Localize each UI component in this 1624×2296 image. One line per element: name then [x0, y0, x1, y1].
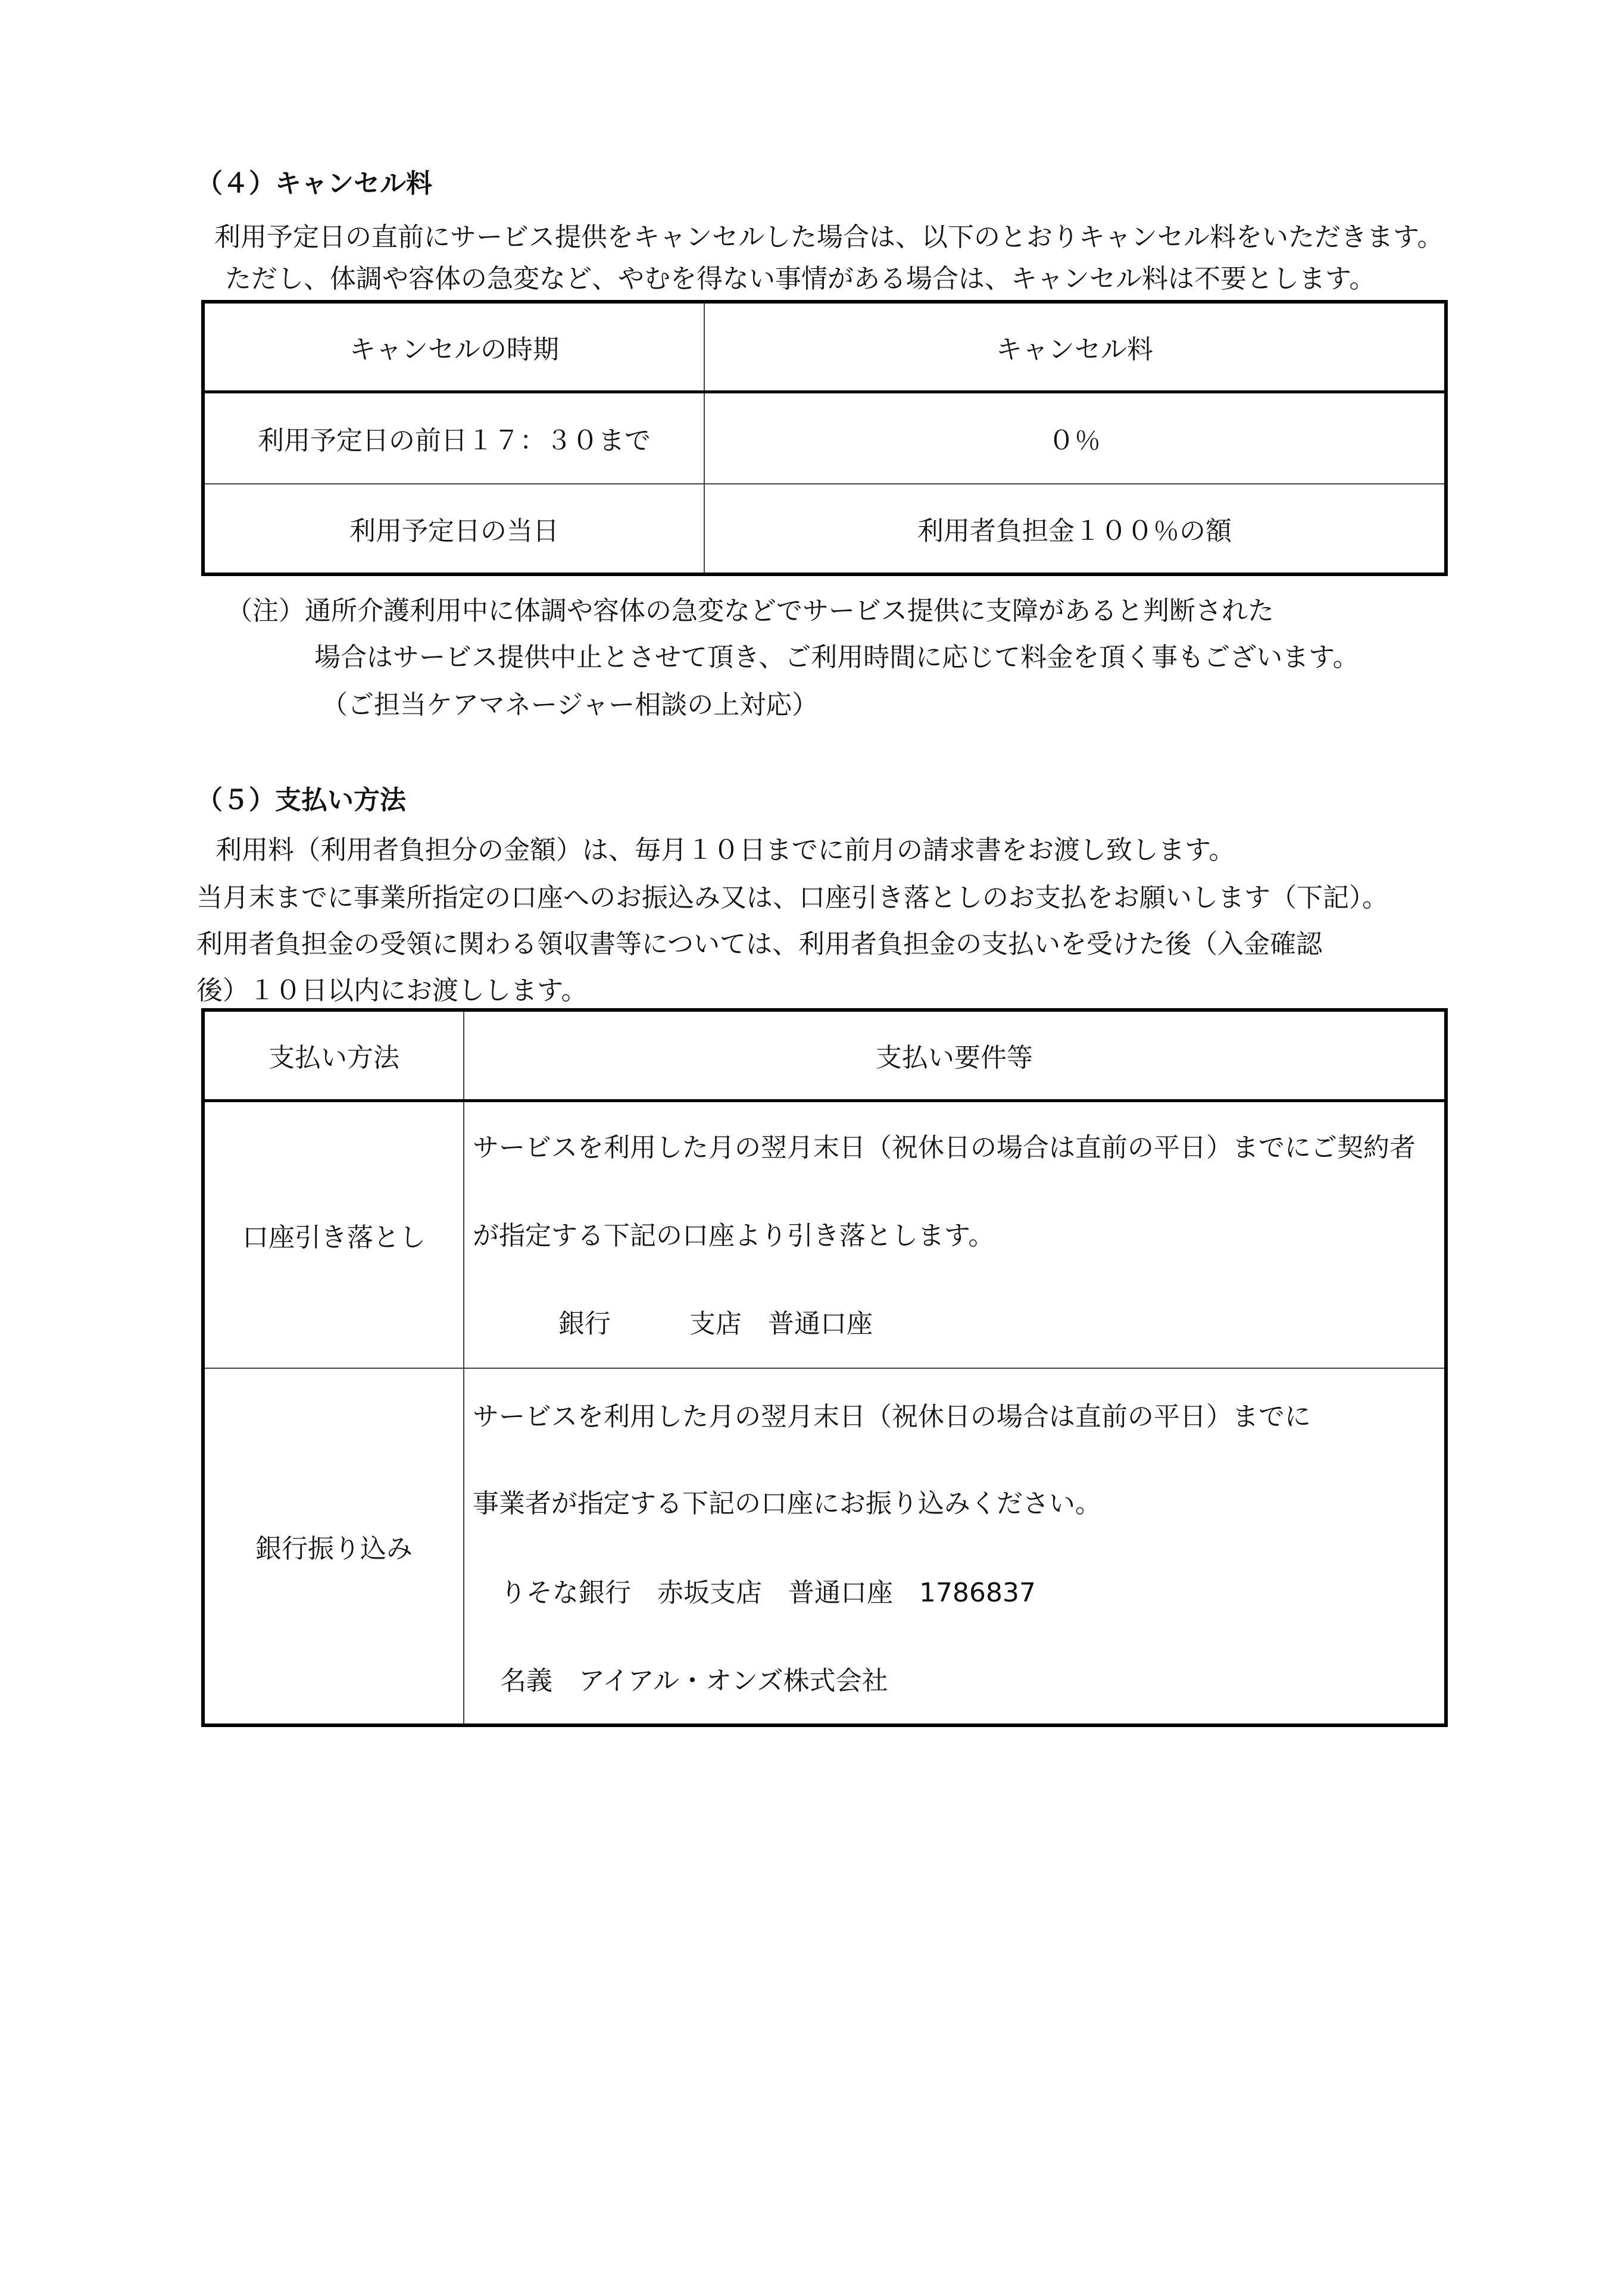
cancel-paragraph-line2: ただし、体調や容体の急変など、やむを得ない事情がある場合は、キャンセル料は不要とします。: [225, 264, 1376, 294]
table-header-cell: 支払い方法: [203, 1010, 464, 1100]
table-header-row: [203, 302, 1446, 392]
note-line1: （注）通所介護利用中に体調や容体の急変などでサービス提供に支障があると判断された: [226, 596, 1274, 626]
payment-paragraph-line4: 後）１０日以内にお渡しします。: [196, 975, 588, 1006]
payment-method-cell: 銀行振り込み: [203, 1368, 464, 1725]
cancel-paragraph-line1: 利用予定日の直前にサービス提供をキャンセルした場合は、以下のとおりキャンセル料をいただきます。: [214, 222, 1444, 252]
details-line: が指定する下記の口座より引き落とします。: [473, 1220, 995, 1251]
table-row: [203, 1100, 1446, 1368]
payment-method-table: [201, 1008, 1448, 1727]
details-line: 事業者が指定する下記の口座にお振り込みください。: [473, 1488, 1101, 1519]
details-line: 名義 アイアル・オンズ株式会社: [500, 1666, 888, 1696]
details-line: 銀行 支店 普通口座: [558, 1308, 873, 1339]
payment-method-cell: 口座引き落とし: [203, 1100, 464, 1368]
note-line2: 場合はサービス提供中止とさせて頂き、ご利用時間に応じて料金を頂く事もございます。: [314, 642, 1359, 672]
details-line: サービスを利用した月の翌月末日（祝休日の場合は直前の平日）までに: [473, 1402, 1311, 1432]
payment-section-heading: （５）支払い方法: [196, 785, 406, 815]
details-line: サービスを利用した月の翌月末日（祝休日の場合は直前の平日）までにご契約者: [473, 1132, 1416, 1163]
table-row: [203, 392, 1446, 483]
table-cell: ０％: [704, 392, 1446, 483]
payment-paragraph-line3: 利用者負担金の受領に関わる領収書等については、利用者負担金の支払いを受けた後（入金確認: [196, 929, 1323, 959]
table-row: [203, 1368, 1446, 1725]
table-header-cell: 支払い要件等: [464, 1010, 1446, 1100]
table-header-row: [203, 1010, 1446, 1100]
cancel-fee-table: [201, 300, 1448, 576]
table-header-cell: キャンセルの時期: [203, 302, 704, 392]
payment-paragraph-line1: 利用料（利用者負担分の金額）は、毎月１０日までに前月の請求書をお渡し致します。: [216, 835, 1235, 865]
details-line: りそな銀行 赤坂支店 普通口座 1786837: [500, 1578, 1036, 1608]
payment-details-cell: [464, 1100, 1446, 1368]
table-row: [203, 484, 1446, 574]
table-cell: 利用者負担金１００％の額: [704, 484, 1446, 574]
payment-paragraph-line2: 当月末までに事業所指定の口座へのお振込み又は、口座引き落としのお支払をお願いします（下記）。: [196, 883, 1388, 913]
payment-details-cell: [464, 1368, 1446, 1725]
cancel-section-heading: （４）キャンセル料: [196, 168, 432, 199]
table-cell: 利用予定日の当日: [203, 484, 704, 574]
table-header-cell: キャンセル料: [704, 302, 1446, 392]
table-cell: 利用予定日の前日１７：３０まで: [203, 392, 704, 483]
note-line3: （ご担当ケアマネージャー相談の上対応）: [321, 690, 819, 720]
